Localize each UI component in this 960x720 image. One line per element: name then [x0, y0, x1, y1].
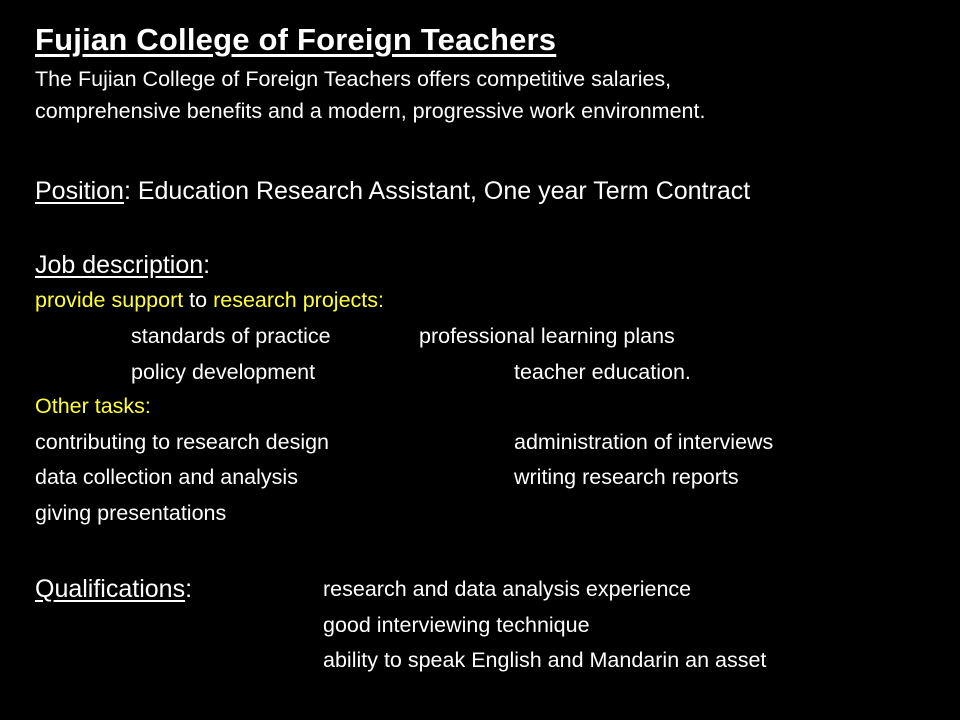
support-suffix: research projects: — [213, 288, 384, 312]
position-label: Position — [35, 177, 124, 205]
intro-line-1: The Fujian College of Foreign Teachers offers competitive salaries, — [35, 67, 672, 91]
position-value: Education Research Assistant, One year Term Contract — [130, 177, 751, 205]
qualification-item: good interviewing technique — [323, 613, 590, 637]
qualification-item: ability to speak English and Mandarin an asset — [323, 648, 767, 672]
task-item: giving presentations — [35, 501, 227, 525]
task-item: writing research reports — [514, 465, 739, 489]
task-item: data collection and analysis — [35, 465, 298, 489]
task-item: administration of interviews — [514, 430, 774, 454]
intro-line-2: comprehensive benefits and a modern, progressive work environment. — [35, 99, 706, 123]
job-description-label: Job description — [35, 251, 204, 279]
job-description-separator: : — [203, 251, 211, 279]
qualification-item: research and data analysis experience — [323, 577, 692, 601]
qualifications-heading — [35, 577, 192, 602]
support-line — [35, 290, 384, 312]
qualifications-separator: : — [185, 575, 193, 603]
other-tasks-label: Other tasks: — [35, 394, 151, 418]
position-line — [35, 179, 750, 204]
project-item: teacher education. — [514, 360, 691, 384]
job-description-heading — [35, 253, 210, 278]
project-item: standards of practice — [131, 324, 331, 348]
support-mid: to — [183, 288, 214, 312]
qualifications-label: Qualifications — [35, 575, 186, 603]
project-item: policy development — [131, 360, 316, 384]
task-item: contributing to research design — [35, 430, 330, 454]
project-item: professional learning plans — [419, 324, 675, 348]
support-prefix: provide support — [35, 288, 184, 312]
page-title: Fujian College of Foreign Teachers — [35, 22, 557, 57]
position-separator: : — [123, 177, 131, 205]
